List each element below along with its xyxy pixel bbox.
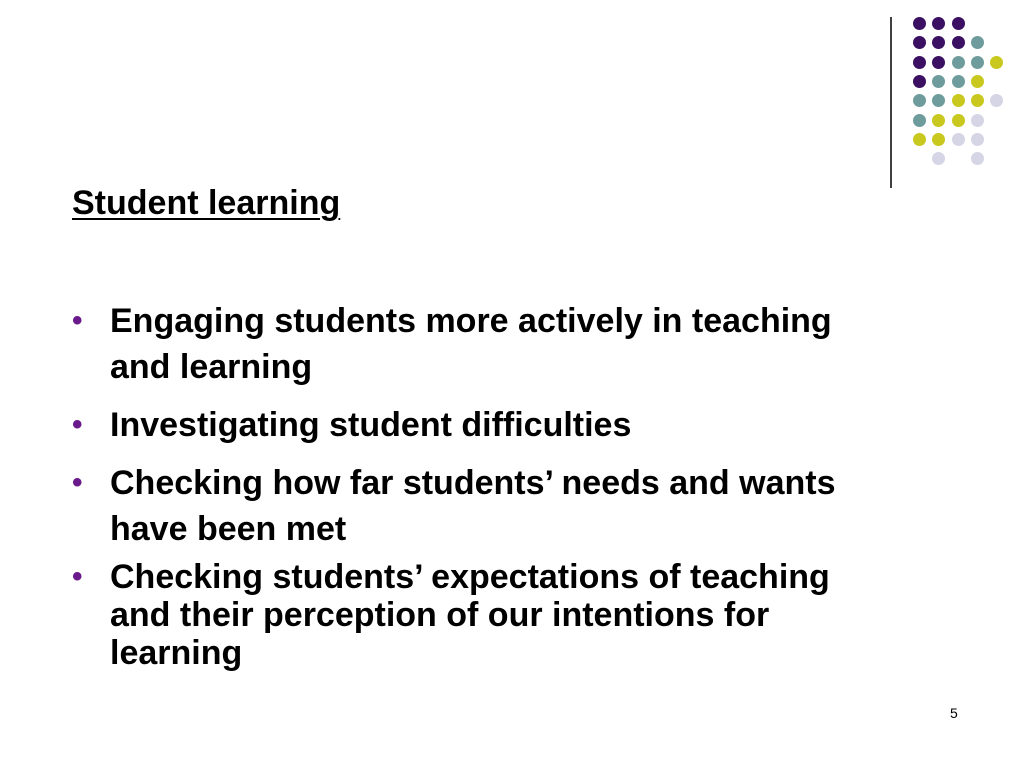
bullet-marker: • [72,304,83,337]
decorative-dot [952,114,965,127]
decorative-dot [913,133,926,146]
decorative-dot [932,152,945,165]
decorative-dot [913,94,926,107]
decorative-dot [971,94,984,107]
decorative-dot [971,36,984,49]
decorative-dot [952,36,965,49]
decorative-dot [913,17,926,30]
page-number: 5 [950,705,958,721]
decorative-dot [971,75,984,88]
decorative-dot [952,17,965,30]
decorative-dot [952,94,965,107]
decorative-dot [971,114,984,127]
decorative-dot [932,133,945,146]
decorative-dot [932,36,945,49]
bullet-text: Investigating student difficulties [110,406,632,444]
decorative-dot [932,75,945,88]
decorative-dot [913,75,926,88]
bullet-marker: • [72,466,83,499]
bullet-text: Engaging students more actively in teaching and learning [110,302,832,386]
decorative-dot [952,133,965,146]
decorative-dot [913,36,926,49]
bullet-item [72,402,872,448]
decorative-dot [971,56,984,69]
bullet-marker: • [72,408,83,441]
decorative-dot [990,94,1003,107]
decorative-dot [952,56,965,69]
decorative-dot-grid [0,0,1024,200]
slide-heading: Student learning [72,184,341,222]
decorative-dot [971,152,984,165]
bullet-item [72,558,872,672]
bullet-text: Checking how far students’ needs and wants have been met [110,464,836,548]
vertical-divider [890,17,892,188]
decorative-dot [932,17,945,30]
decorative-dot [932,114,945,127]
decorative-dot [952,75,965,88]
bullet-text: Checking students’ expectations of teaching and their perception of our intentions for learning [110,558,830,672]
bullet-marker: • [72,560,83,593]
decorative-dot [971,133,984,146]
bullet-item [72,298,872,390]
bullet-item [72,460,872,552]
decorative-dot [913,56,926,69]
decorative-dot [932,94,945,107]
decorative-dot [990,56,1003,69]
decorative-dot [932,56,945,69]
decorative-dot [913,114,926,127]
